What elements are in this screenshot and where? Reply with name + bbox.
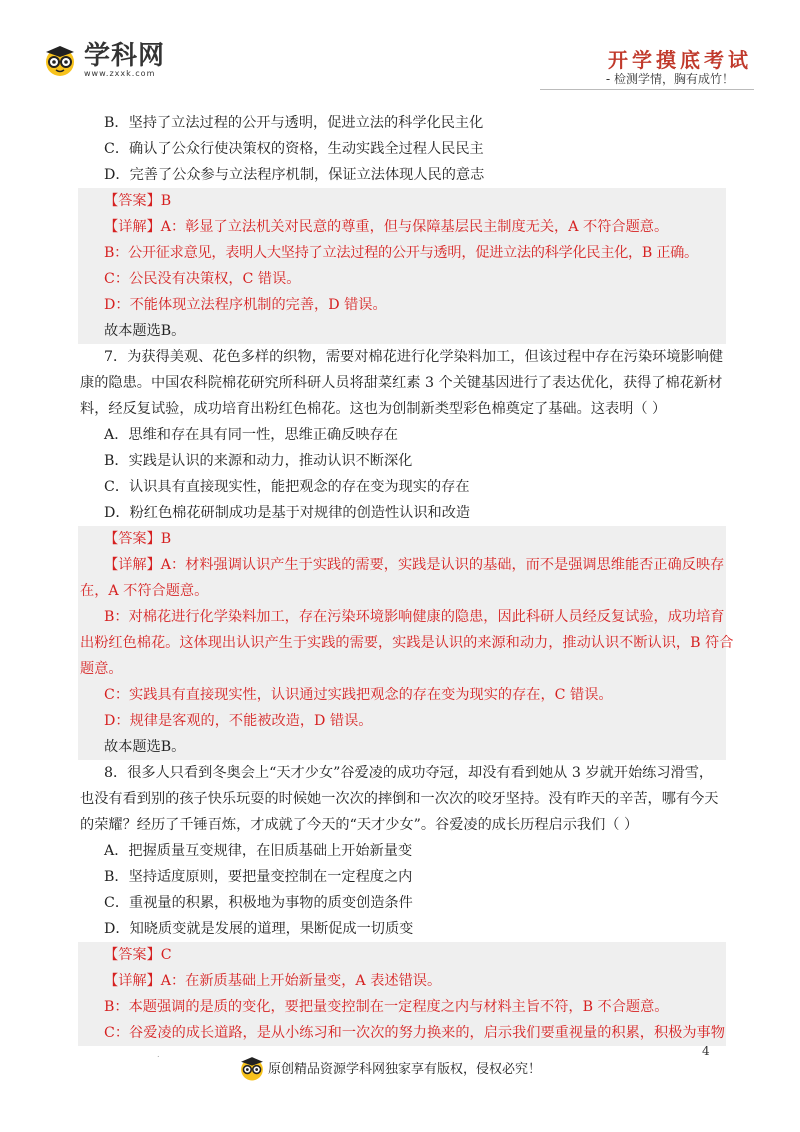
- page-footer: [0, 1040, 800, 1120]
- q8-answer: 【答案】C: [104, 947, 172, 963]
- logo-name: 学科网: [84, 40, 166, 71]
- page-header: [0, 0, 800, 100]
- q7-stem-line-2: 康的隐患。中国农科院棉花研究所科研人员将甜菜红素 3 个关键基因进行了表达优化，获得了棉花新材: [80, 375, 723, 391]
- q7-answer: 【答案】B: [104, 531, 172, 547]
- footer-dot: .: [157, 1050, 160, 1059]
- q7-option-c: C．认识具有直接现实性，能把观念的存在变为现实的存在: [104, 479, 470, 495]
- q8-explanation-b: B：本题强调的是质的变化，要把量变控制在一定程度之内与材料主旨不符，B 不合题意。: [104, 999, 669, 1015]
- mascot-face-icon: [42, 42, 78, 78]
- q7-option-d: D．粉红色棉花研制成功是基于对规律的创造性认识和改造: [104, 505, 471, 521]
- q6-option-b: B．坚持了立法过程的公开与透明，促进立法的科学化民主化: [104, 115, 484, 131]
- q7-explanation-c: C：实践具有直接现实性，认识通过实践把观念的存在变为现实的存在，C 错误。: [104, 687, 613, 703]
- mascot-face-icon: [238, 1054, 266, 1082]
- q8-stem-line-3: 的荣耀？经历了千锤百炼，才成就了今天的“天才少女”。谷爱凌的成长历程启示我们（ ）: [80, 817, 639, 833]
- q7-answer-block: [78, 526, 734, 760]
- q8-explanation-a: 【详解】A：在新质基础上开始新量变，A 表述错误。: [104, 973, 442, 989]
- q8-option-d: D．知晓质变就是发展的道理，果断促成一切质变: [104, 921, 414, 937]
- q8-stem-line-1: 8．很多人只看到冬奥会上“天才少女”谷爱凌的成功夺冠，却没有看到她从 3 岁就开始练习滑雪，: [104, 765, 714, 781]
- q8-explanation-c: C：谷爱凌的成长道路，是从小练习和一次次的努力换来的，启示我们要重视量的积累，积极为事物: [104, 1025, 725, 1041]
- q8-option-b: B．坚持适度原则，要把量变控制在一定程度之内: [104, 869, 413, 885]
- q7-conclusion: 故本题选B。: [104, 739, 186, 755]
- q8-option-a: A．把握质量互变规律，在旧质基础上开始新量变: [104, 843, 413, 859]
- q7-explanation-d: D：规律是客观的，不能被改造，D 错误。: [104, 713, 373, 729]
- q8-option-c: C．重视量的积累，积极地为事物的质变创造条件: [104, 895, 413, 911]
- logo: [42, 42, 165, 78]
- q6-explanation-c: C：公民没有决策权，C 错误。: [104, 271, 301, 287]
- header-rule: [540, 89, 754, 90]
- q6-answer-block: [78, 188, 726, 344]
- q7-explanation-a-line-2: 在，A 不符合题意。: [80, 583, 209, 599]
- q8-answer-block: [78, 942, 726, 1046]
- q6-conclusion: 故本题选B。: [104, 323, 186, 339]
- copyright-notice: 原创精品资源学科网独家享有版权，侵权必究！: [268, 1062, 542, 1077]
- q6-option-d: D．完善了公众参与立法程序机制，保证立法体现人民的意志: [104, 167, 485, 183]
- slogan-subtitle: - 检测学情，胸有成竹！: [605, 72, 734, 86]
- slogan-title: 开学摸底考试: [608, 48, 752, 72]
- q7-explanation-b-line-3: 题意。: [80, 661, 123, 677]
- q6-answer: 【答案】B: [104, 193, 172, 209]
- q6-option-c: C．确认了公众行使决策权的资格，生动实践全过程人民民主: [104, 141, 484, 157]
- q6-explanation-a: 【详解】A：彰显了立法机关对民意的尊重，但与保障基层民主制度无关，A 不符合题意。: [104, 219, 669, 235]
- q6-explanation-d: D：不能体现立法程序机制的完善，D 错误。: [104, 297, 387, 313]
- q7-stem-line-3: 料，经反复试验，成功培育出粉红色棉花。这也为创制新类型彩色棉奠定了基础。这表明（ ）: [80, 401, 667, 417]
- document-body: [80, 110, 734, 1046]
- q7-option-b: B．实践是认识的来源和动力，推动认识不断深化: [104, 453, 413, 469]
- q7-stem-line-1: 7．为获得美观、花色多样的织物，需要对棉花进行化学染料加工，但该过程中存在污染环境影响健: [104, 349, 724, 365]
- page-number: 4: [702, 1044, 710, 1058]
- q7-option-a: A．思维和存在具有同一性，思维正确反映存在: [104, 427, 398, 443]
- q7-explanation-b-line-1: B：对棉花进行化学染料加工，存在污染环境影响健康的隐患，因此科研人员经反复试验，成功培育: [104, 609, 725, 625]
- logo-url: www.zxxk.com: [84, 68, 156, 78]
- q7-explanation-b-line-2: 出粉红色棉花。这体现出认识产生于实践的需要，实践是认识的来源和动力，推动认识不断认识，B 符合: [80, 635, 734, 651]
- q8-stem-line-2: 也没有看到别的孩子快乐玩耍的时候她一次次的摔倒和一次次的咬牙坚持。没有昨天的辛苦，哪有今天: [80, 791, 719, 807]
- q6-explanation-b: B：公开征求意见，表明人大坚持了立法过程的公开与透明，促进立法的科学化民主化，B 正确。: [104, 245, 698, 261]
- q7-explanation-a-line-1: 【详解】A：材料强调认识产生于实践的需要，实践是认识的基础，而不是强调思维能否正确反映存: [104, 557, 725, 573]
